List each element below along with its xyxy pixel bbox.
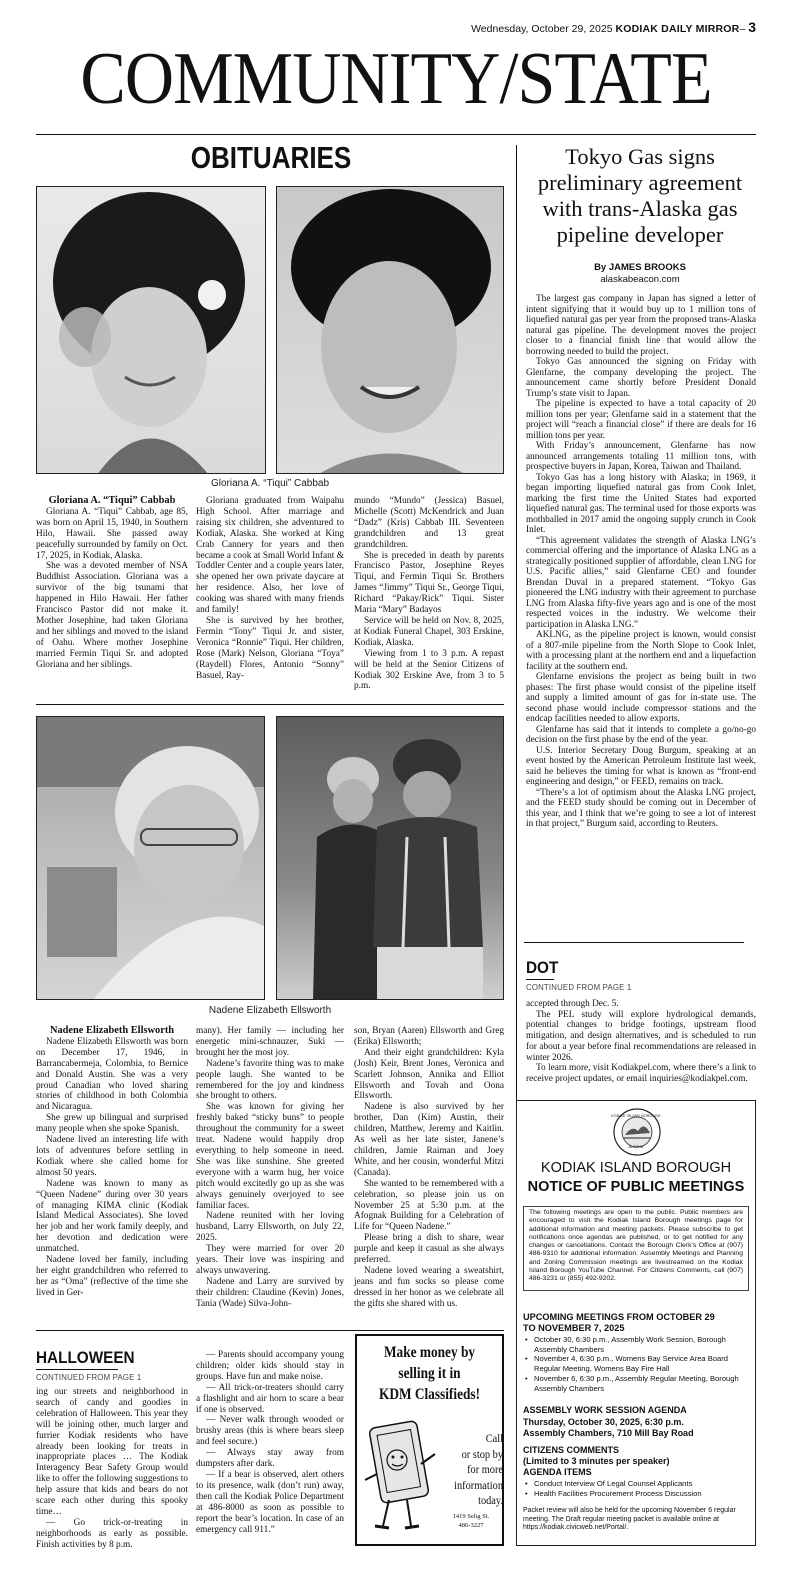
article-paragraph: “This agreement validates the strength of Alaska LNG’s commercial offering and the importance of Alaska LNG as a strategically positioned supplier of affordable, clean LNG for U.S. Pacific allies,” said Glenfarne CEO and founder Brendan Duval in a prepared statement. “Tokyo Gas pioneered the LNG industry with their agreement to purchase LNG from Alaska fifty-five years ago and is one of the most respected voices in the industry. We welcome their participation in Alaska LNG.” (526, 535, 756, 630)
cabbab-column-1 (36, 496, 188, 671)
obit-paragraph: She wanted to be remembered with a celebration, so please join us on November 25 at 5:30 p.m. at the Afognak Building for a Celebration of Life for “Queen Nadene.” (354, 1178, 504, 1233)
article-paragraph: — If a bear is observed, alert others to its presence, walk (don’t run) away, then call the Kodiak Police Department at 486-8000 as soon as possible to report the bear’s location. In case of an emergency call 911.” (196, 1469, 344, 1535)
cabbab-column-2 (196, 496, 344, 681)
obit-paragraph: Nadene loved her family, including her eight grandchildren who referred to her as “Oma” (reflective of the time she lived in Ger- (36, 1255, 188, 1298)
ad-headline (367, 1342, 492, 1405)
article-paragraph: Glenfarne envisions the project as being built in two phases: The first phase would consist of the pipeline itself and supply a limited amount of gas for in-state use. The second phase would include compressor stations and the endcap facilities needed to allow exports. (526, 672, 756, 724)
ellsworth-column-2 (196, 1026, 344, 1310)
folio-page-number: 3 (748, 19, 756, 35)
obit-paragraph: Gloriana A. “Tiqui” Cabbab, age 85, was born on April 15, 1940, in Southern Hilo, Hawaii. She passed away peacefully surrounded by family on Oct. 17, 2025, in Kodiak, Alaska. (36, 506, 188, 561)
byline-source: alaskabeacon.com (600, 274, 680, 285)
agenda-when: Thursday, October 30, 2025, 6:30 p.m. (523, 1416, 684, 1427)
agenda-where: Assembly Chambers, 710 Mill Bay Road (523, 1428, 694, 1439)
classifieds-ad (355, 1334, 504, 1546)
tokyo-gas-body (526, 294, 756, 830)
article-paragraph: ing our streets and neighborhood in search of candy and goodies in celebration of Halloween. This year they will be joining other, much larger and furrier Kodiak residents who have already been looking for treats in inappropriate places … The Kodiak Interagency Bear Safety Group would like to offer the following suggestions to help assure that kids and bears do not scare each other during this spooky time… (36, 1387, 188, 1517)
notice-intro: The following meetings are open to the public. Public members are encouraged to visit the Kodiak Island Borough meetings page for additional information and meeting packets. Please subscribe to get notifications once agendas are published, or to get notified for any changes or cancellations. Contact the Borough Clerk’s Office at (907) 486-9310 for additional information. Assembly Meetings and Planning and Zoning Commission meetings are livestreamed on the Kodiak Island Borough YouTube Channel. For Citizens Comments, call (907) 486-3231 or (855) 492-9202. (523, 1206, 749, 1291)
article-paragraph: — Never walk through wooded or brushy areas (this is where bears sleep and feel secure.) (196, 1415, 344, 1448)
dot-kicker-underline (526, 979, 554, 980)
upcoming-list (523, 1335, 751, 1393)
photo-ellsworth-1 (36, 716, 265, 1000)
halloween-column-2 (196, 1350, 344, 1535)
notice-footer: Packet review will also be held for the upcoming November 6 regular meeting. The Draft regular meeting packet is available online at https://kodiak.civicweb.net/Portal/. (523, 1507, 736, 1532)
ad-call-line: today. (478, 1495, 503, 1507)
obit-paragraph: Nadene lived an interesting life with lots of adventures before settling in Kodiak where she called home for almost 50 years. (36, 1135, 188, 1178)
obit-paragraph: And their eight grandchildren: Kyla (Josh) Keir, Brent Jones, Veronica and Scarlett Johnson, Annika and Elliot Ellsworth and Tovah and Oona Ellsworth. (354, 1047, 504, 1102)
article-paragraph: — Parents should accompany young children; older kids should stay in groups. Have fun and make noise. (196, 1350, 344, 1382)
obit-paragraph: Nadene was known to many as “Queen Nadene” during over 30 years of managing KIMA clinic (Kodiak Island Medical Associates). She loved her job and her work family deeply, and her devotion and dedication were unmatched. (36, 1178, 188, 1255)
article-paragraph: Tokyo Gas announced the signing on Friday with Glenfarne, the company developing the project. The announcement came shortly before President Donald Trump’s state visit to Japan. (526, 357, 756, 399)
ad-line-3: KDM Classifieds! (378, 1386, 481, 1403)
agenda-title: ASSEMBLY WORK SESSION AGENDA (523, 1405, 687, 1415)
citizens-comments-block (523, 1445, 753, 1478)
ellsworth-column-3 (354, 1026, 504, 1310)
ad-call-line: or stop by (461, 1448, 503, 1461)
halloween-separator (36, 1330, 504, 1331)
obit-name-cabbab: Gloriana A. “Tiqui” Cabbab (48, 495, 176, 506)
public-notice (516, 1100, 756, 1546)
article-paragraph: — Go trick-or-treating in neighborhoods as early as possible. Finish activities by 8 p.m. (36, 1517, 188, 1550)
article-paragraph: AKLNG, as the pipeline project is known, would consist of a 807-mile pipeline from the North Slope to Cook Inlet, with a processing plant at the northern end and a liquefaction facility at the southern end. (526, 630, 756, 672)
upcoming-title-line-2: TO NOVEMBER 7, 2025 (523, 1322, 625, 1333)
photo-cabbab-2 (276, 186, 504, 474)
ad-address (443, 1512, 499, 1530)
obit-paragraph: She was known for giving her freshly baked “sticky buns” to people throughout the community for a sweet treat. Nadene would happily drop everything to help someone in need. She was like sunshine. She greeted everyone with a warm hug, her voice pitch would excitedly go up as she was always genuinely overjoyed to see familiar faces. (196, 1102, 344, 1211)
obit-paragraph: Nadene Elizabeth Ellsworth was born on December 17, 1946, in Barrancabermeja, Colombia, to Bernice and Donald Austin. She was a very proud Canadian who loved sharing stories of childhood in both Colombia and Nicaragua. (36, 1036, 188, 1113)
obituaries-title: OBITUARIES (190, 140, 352, 175)
halloween-kicker: HALLOWEEN (36, 1348, 135, 1367)
portrait-illustration-4 (277, 717, 504, 1000)
upcoming-item: • November 4, 6:30 p.m., Womens Bay Service Area Board Regular Meeting, Womens Bay Fire Hall (523, 1354, 751, 1373)
obit-paragraph: Gloriana graduated from Waipahu High School. After marriage and raising six children, she adventured to Kodiak, Alaska. She worked at King Crab Cannery for years and then became a cook at Small World Infant & Toddler Center and a couple years later, she opened her own private daycare at her residence. Also, her love of cooking was shared with many friends and family! (196, 496, 344, 616)
obit-paragraph: They were married for over 20 years. Their love was inspiring and always unwavering. (196, 1244, 344, 1276)
obit-paragraph: She is preceded in death by parents Francisco Pastor, Josephine Reyes Tiqui, and Fermin Tiqui Sr. Brothers James “Jimmy” Tiqui Sr., George Tiqui, Richard “Pakay/Rick” Tiqui. Sister Maria “Mary” Badayos (354, 550, 504, 616)
upcoming-item: • October 30, 6:30 p.m., Assembly Work Session, Borough Assembly Chambers (523, 1335, 751, 1354)
citizens-comments-limit: (Limited to 3 minutes per speaker) (523, 1456, 670, 1466)
cabbab-column-3 (354, 496, 504, 692)
obit-paragraph: Viewing from 1 to 3 p.m. A repast will be held at the Senior Citizens of Kodiak 302 Erskine Ave, from 3 to 5 p.m. (354, 648, 504, 692)
obit-paragraph: Please bring a dish to share, wear purple and keep it casual as she always preferred. (354, 1233, 504, 1266)
obit-paragraph: She is survived by her brother, Fermin “Tony” Tiqui Jr. and sister, Veronica “Ronnie” Tiqui. Her children, Rose (Mark) Nelson, Gloriana “Toya” (Raydell) Flores, Antonio “Sonny” Basuel, Ray- (196, 615, 344, 681)
halloween-continued: CONTINUED FROM PAGE 1 (36, 1373, 142, 1382)
obit-paragraph: Nadene reunited with her loving husband, Larry Ellsworth, on July 22, 2025. (196, 1211, 344, 1244)
article-paragraph: U.S. Interior Secretary Doug Burgum, speaking at an event hosted by the American Petroleum Institute last week, said he believes the timing for what is known as “front-end engineering and design,” or FEED, remains on track. (526, 745, 756, 787)
seal-text-bottom: ALASKA (628, 1145, 644, 1149)
dot-kicker: DOT (526, 958, 559, 977)
obit-paragraph: son, Bryan (Aaren) Ellsworth and Greg (Erika) Ellsworth; (354, 1026, 504, 1047)
agenda-item: • Conduct Interview Of Legal Counsel Applicants (523, 1479, 751, 1489)
obit-paragraph: Nadene is also survived by her brother, Dan (Kim) Austin, their children, Matthew, Jeremy and Kaitlin. As well as her late sister, Janene’s children, Jamie Raiman and Joey White, and her cousin, wonderful Mitzi (Canada). (354, 1102, 504, 1178)
article-paragraph: Tokyo Gas has a long history with Alaska; in 1969, it began importing liquefied natural gas from Cook Inlet, marking the first time the United States had exported liquefied natural gas. The terminal used for those exports was mothballed in 2017 amid the ongoing supply crunch in Cook Inlet. (526, 472, 756, 535)
tokyo-gas-byline (524, 262, 756, 286)
agenda-items-list (523, 1479, 751, 1498)
obit-paragraph: Nadene’s favorite thing was to make people laugh. She wanted to be remembered for the joy and kindness she brought to others. (196, 1058, 344, 1102)
agenda-items-title: AGENDA ITEMS (523, 1467, 592, 1477)
article-paragraph: — All trick-or-treaters should carry a flashlight and air horn to scare a bear if one is observed. (196, 1382, 344, 1415)
article-paragraph: The largest gas company in Japan has signed a letter of intent signifying that it would buy up to 1 million tons of liquefied natural gas per year from the proposed trans-Alaska natural gas pipeline. The development moves the project closer to a financial finish line that would allow the borrowing needed to build the project. (526, 294, 756, 357)
portrait-illustration-3 (37, 717, 265, 1000)
section-masthead: COMMUNITY/STATE (80, 38, 712, 120)
notice-title-line-1: KODIAK ISLAND BOROUGH (540, 1160, 732, 1176)
photo-caption-ellsworth: Nadene Elizabeth Ellsworth (208, 1005, 332, 1016)
article-paragraph: Glenfarne has said that it intends to complete a go/no-go decision on the first phase by the end of the year. (526, 724, 756, 745)
photo-cabbab-1 (36, 186, 266, 474)
article-paragraph: — Always stay away from dumpsters after dark. (196, 1448, 344, 1470)
halloween-column-1 (36, 1387, 188, 1551)
obit-paragraph: Nadene loved wearing a sweatshirt, jeans and fun socks so please come dressed in her honor as we celebrate all the gifts she shared with us. (354, 1265, 504, 1309)
byline-author: By JAMES BROOKS (594, 262, 686, 273)
kicker-underline (36, 1369, 118, 1370)
agenda-block (523, 1405, 753, 1440)
ad-address-phone: 486-3227 (458, 1522, 484, 1529)
article-paragraph: To learn more, visit Kodiakpel.com, where there’s a link to receive project updates, or email inquiries@kodiakpel.com. (526, 1063, 756, 1084)
folio-paper: KODIAK DAILY MIRROR (615, 23, 740, 35)
folio-date: Wednesday, October 29, 2025 (471, 23, 613, 35)
obit-paragraph: Service will be held on Nov. 8, 2025, at Kodiak Funeral Chapel, 303 Erskine, Kodiak, Alaska. (354, 615, 504, 648)
photo-caption-cabbab: Gloriana A. “Tiqui” Cabbab (210, 478, 330, 489)
agenda-item: • Health Facilities Procurement Process Discussion (523, 1489, 751, 1499)
upcoming-title-line-1: UPCOMING MEETINGS FROM OCTOBER 29 (523, 1312, 715, 1322)
masthead-rule (36, 134, 756, 135)
folio-separator: – (739, 23, 746, 35)
ad-address-street: 1419 Selig St. (452, 1513, 490, 1520)
ad-call-text (435, 1432, 503, 1510)
dot-continued: CONTINUED FROM PAGE 1 (526, 983, 632, 992)
article-paragraph: The pipeline is expected to have a total capacity of 20 million tons per year; Glenfarne said in a statement that the project will “reach a financial close” if there are deals for 16 million tons per year. (526, 399, 756, 441)
ad-call-line: Call (485, 1433, 503, 1445)
obit-paragraph: Nadene and Larry are survived by their children: Claudine (Kevin) Jones, Tania (Wade) Silva-John- (196, 1276, 344, 1309)
portrait-illustration-1 (37, 187, 266, 474)
ellsworth-column-1 (36, 1026, 188, 1299)
obit-paragraph: many). Her family — including her energetic mini-schnauzer, Suki — brought her the most joy. (196, 1026, 344, 1058)
obit-paragraph: She was a devoted member of NSA Buddhist Association. Gloriana was a survivor of the big tsunami that happened in Hilo Hawaii. Her father Francisco Pastor did not make it. Mother Josephine, had taken Gloriana and her siblings and moved to the island of Oahu. Where mother Josephine married Fermin Tiqui Sr. and adopted Gloriana and her siblings. (36, 561, 188, 670)
money-roll-icon (363, 1414, 439, 1536)
article-paragraph: The PEL study will explore hydrological demands, potential changes to bridge footings, upstream flood mitigation, and design alternatives, and is scheduled to run for about a year before final recommendations are released in winter 2026. (526, 1009, 756, 1063)
article-paragraph: accepted through Dec. 5. (526, 999, 619, 1009)
notice-title-line-2: NOTICE OF PUBLIC MEETINGS (527, 1179, 745, 1195)
portrait-illustration-2 (277, 187, 504, 474)
obit-paragraph: She grew up bilingual and surprised many people when she spoke Spanish. (36, 1113, 188, 1135)
dot-body (526, 999, 756, 1085)
ad-line-2: selling it in (398, 1365, 461, 1382)
obit-name-ellsworth: Nadene Elizabeth Ellsworth (49, 1025, 175, 1036)
article-paragraph: With Friday’s announcement, Glenfarne has now announced arrangements totaling 11 million tons, with prospective buyers in Japan, Korea, Taiwan and Thailand. (526, 441, 756, 472)
tokyo-gas-headline: Tokyo Gas signs preliminary agreement with trans-Alaska gas pipeline developer (537, 144, 743, 247)
notice-title (517, 1159, 755, 1197)
photo-ellsworth-2 (276, 716, 504, 1000)
citizens-comments-title: CITIZENS COMMENTS (523, 1445, 619, 1455)
ad-call-line: information (454, 1479, 503, 1492)
upcoming-title (523, 1312, 753, 1334)
ad-call-line: for more (467, 1464, 503, 1476)
obituary-separator (36, 704, 504, 705)
obit-paragraph: mundo “Mundo” (Jessica) Basuel, Michelle (Scott) McKendrick and Juan “Dadz” (Kris) Cabbab III. Seventeen grandchildren and 13 great grandchildren. (354, 496, 504, 550)
page-folio (0, 20, 756, 36)
seal-text-top: KODIAK ISLAND BOROUGH (611, 1114, 661, 1118)
ad-line-1: Make money by (383, 1344, 476, 1361)
dot-separator (524, 942, 744, 943)
article-paragraph: “There’s a lot of optimism about the Alaska LNG project, and the FEED study should be coming out in December of this year, and I think that we’re going to see a lot of interest in that project,” Burgum said, according to Reuters. (526, 787, 756, 829)
upcoming-item: • November 6, 6:30 p.m., Assembly Regular Meeting, Borough Assembly Chambers (523, 1374, 751, 1393)
